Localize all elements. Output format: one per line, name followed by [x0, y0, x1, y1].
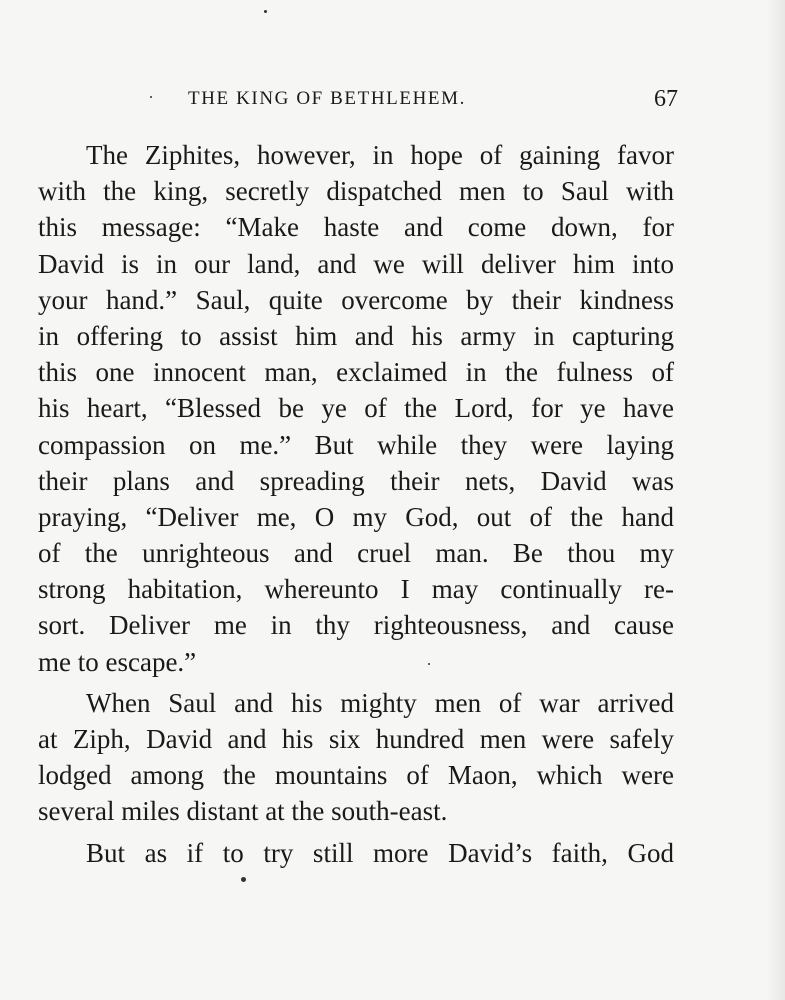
page-edge-shadow	[767, 0, 785, 1000]
text-line: The Ziphites, however, in hope of gaining favor	[86, 140, 674, 170]
print-speck	[150, 96, 152, 98]
text-line: this one innocent man, exclaimed in the fulness of	[38, 357, 674, 388]
text-line: their plans and spreading their nets, David was	[38, 465, 674, 496]
body-text	[38, 137, 674, 871]
text-line: lodged among the mountains of Maon, which were	[38, 760, 674, 791]
print-speck	[264, 10, 267, 13]
print-speck	[428, 663, 430, 665]
running-head	[38, 88, 678, 118]
text-line: sort. Deliver me in thy righteousness, and cause	[38, 610, 674, 641]
print-speck	[241, 877, 246, 882]
text-line: in offering to assist him and his army in capturing	[38, 320, 674, 351]
text-line: But as if to try still more David’s faith, God	[86, 837, 674, 868]
text-line: this message: “Make haste and come down, for	[38, 212, 674, 243]
text-line: at Ziph, David and his six hundred men were safely	[38, 724, 674, 754]
text-line: me to escape.”	[38, 646, 197, 677]
text-line: strong habitation, whereunto I may continually re-	[38, 574, 674, 605]
text-line: several miles distant at the south-east.	[38, 796, 448, 827]
text-line: with the king, secretly dispatched men to Saul with	[38, 176, 674, 207]
text-line: compassion on me.” But while they were laying	[38, 429, 674, 460]
running-title: THE KING OF BETHLEHEM.	[188, 88, 466, 109]
page-number: 67	[654, 86, 678, 112]
text-line: David is in our land, and we will deliver him into	[38, 248, 674, 279]
text-line: praying, “Deliver me, O my God, out of the hand	[38, 501, 674, 532]
text-line: When Saul and his mighty men of war arrived	[86, 687, 674, 718]
text-line: your hand.” Saul, quite overcome by their kindness	[38, 284, 674, 315]
text-line: his heart, “Blessed be ye of the Lord, for ye have	[38, 393, 674, 424]
text-line: of the unrighteous and cruel man. Be thou my	[38, 538, 674, 569]
